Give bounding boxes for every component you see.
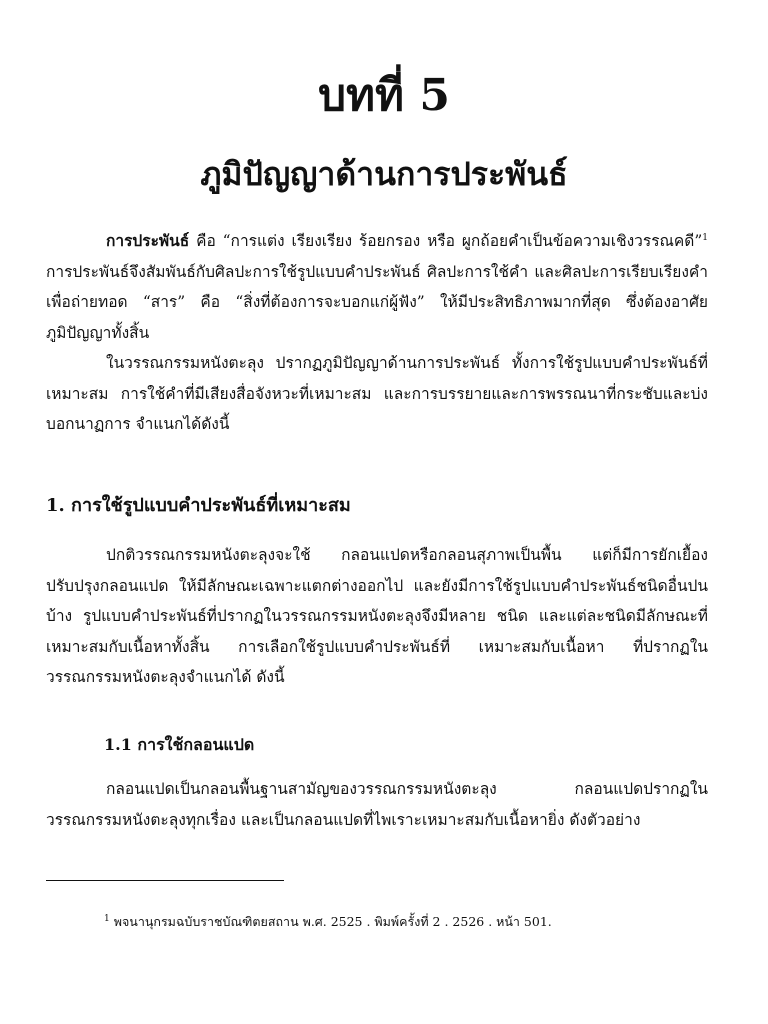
- subsection-1-1-heading: 1.1 การใช้กลอนแปด: [104, 735, 255, 754]
- section-1-paragraph: ปกติวรรณกรรมหนังตะลุงจะใช้ กลอนแปดหรือกลอนสุภาพเป็นพื้น แต่ก็มีการยักเยื้องปรับปรุงกลอนแปด ให้มีลักษณะเฉพาะแตกต่างออกไป และยังมีการใช้รูปแบบคำประพันธ์ชนิดอื่นปนบ้าง รูปแบบคำประพันธ์ที่ปรากฏในวรรณกรรมหนังตะลุงจึงมีหลาย ชนิด และแต่ละชนิดมีลักษณะที่เหมาะสมกับเนื้อหาทั้งสิ้น การเลือกใช้รูปแบบคำประพันธ์ที่ เหมาะสมกับเนื้อหา ที่ปรากฏในวรรณกรรมหนังตะลุงจำแนกได้ ดังนี้: [46, 546, 708, 686]
- intro-term: การประพันธ์: [106, 231, 190, 250]
- section-1-heading: 1. การใช้รูปแบบคำประพันธ์ที่เหมาะสม: [46, 495, 351, 516]
- chapter-title: บทที่ 5: [318, 70, 450, 121]
- footnote-divider: [46, 880, 284, 881]
- intro-definition: คือ “การแต่ง เรียงเรียง ร้อยกรอง หรือ ผูกถ้อยคำเป็นข้อความเชิงวรรณคดี”: [189, 232, 703, 250]
- subsection-1-1-body: [46, 774, 708, 835]
- footnote-ref: 1: [702, 232, 708, 243]
- chapter-subtitle: ภูมิปัญญาด้านการประพันธ์: [200, 155, 568, 193]
- footnote-marker: 1: [104, 913, 110, 924]
- intro-continuation: การประพันธ์จึงสัมพันธ์กับศิลปะการใช้รูปแบบคำประพันธ์ ศิลปะการใช้คำ และศิลปะการเรียบเรียงคำเพื่อถ่ายทอด “สาร” คือ “สิ่งที่ต้องการจะบอกแก่ผู้ฟัง” ให้มีประสิทธิภาพมากที่สุด ซึ่งต้องอาศัยภูมิปัญญาทั้งสิ้น: [46, 262, 708, 342]
- footnote: [104, 912, 704, 932]
- intro-section: [46, 226, 708, 440]
- section-1-body: [46, 540, 708, 693]
- intro-paragraph-1: [46, 226, 708, 348]
- footnote-text: พจนานุกรมฉบับราชบัณฑิตยสถาน พ.ศ. 2525 . พิมพ์ครั้งที่ 2 . 2526 . หน้า 501.: [113, 914, 552, 929]
- subsection-1-1-paragraph: กลอนแปดเป็นกลอนพื้นฐานสามัญของวรรณกรรมหนังตะลุง กลอนแปดปรากฏในวรรณกรรมหนังตะลุงทุกเรื่อง และเป็นกลอนแปดที่ไพเราะเหมาะสมกับเนื้อหายิ่ง ดังตัวอย่าง: [46, 780, 708, 829]
- intro-paragraph-2: ในวรรณกรรมหนังตะลุง ปรากฏภูมิปัญญาด้านการประพันธ์ ทั้งการใช้รูปแบบคำประพันธ์ที่เหมาะสม การใช้คำที่มีเสียงสื่อจังหวะที่เหมาะสม และการบรรยายและการพรรณนาที่กระชับและบ่งบอกนาฏการ จำแนกได้ดังนี้: [46, 354, 708, 433]
